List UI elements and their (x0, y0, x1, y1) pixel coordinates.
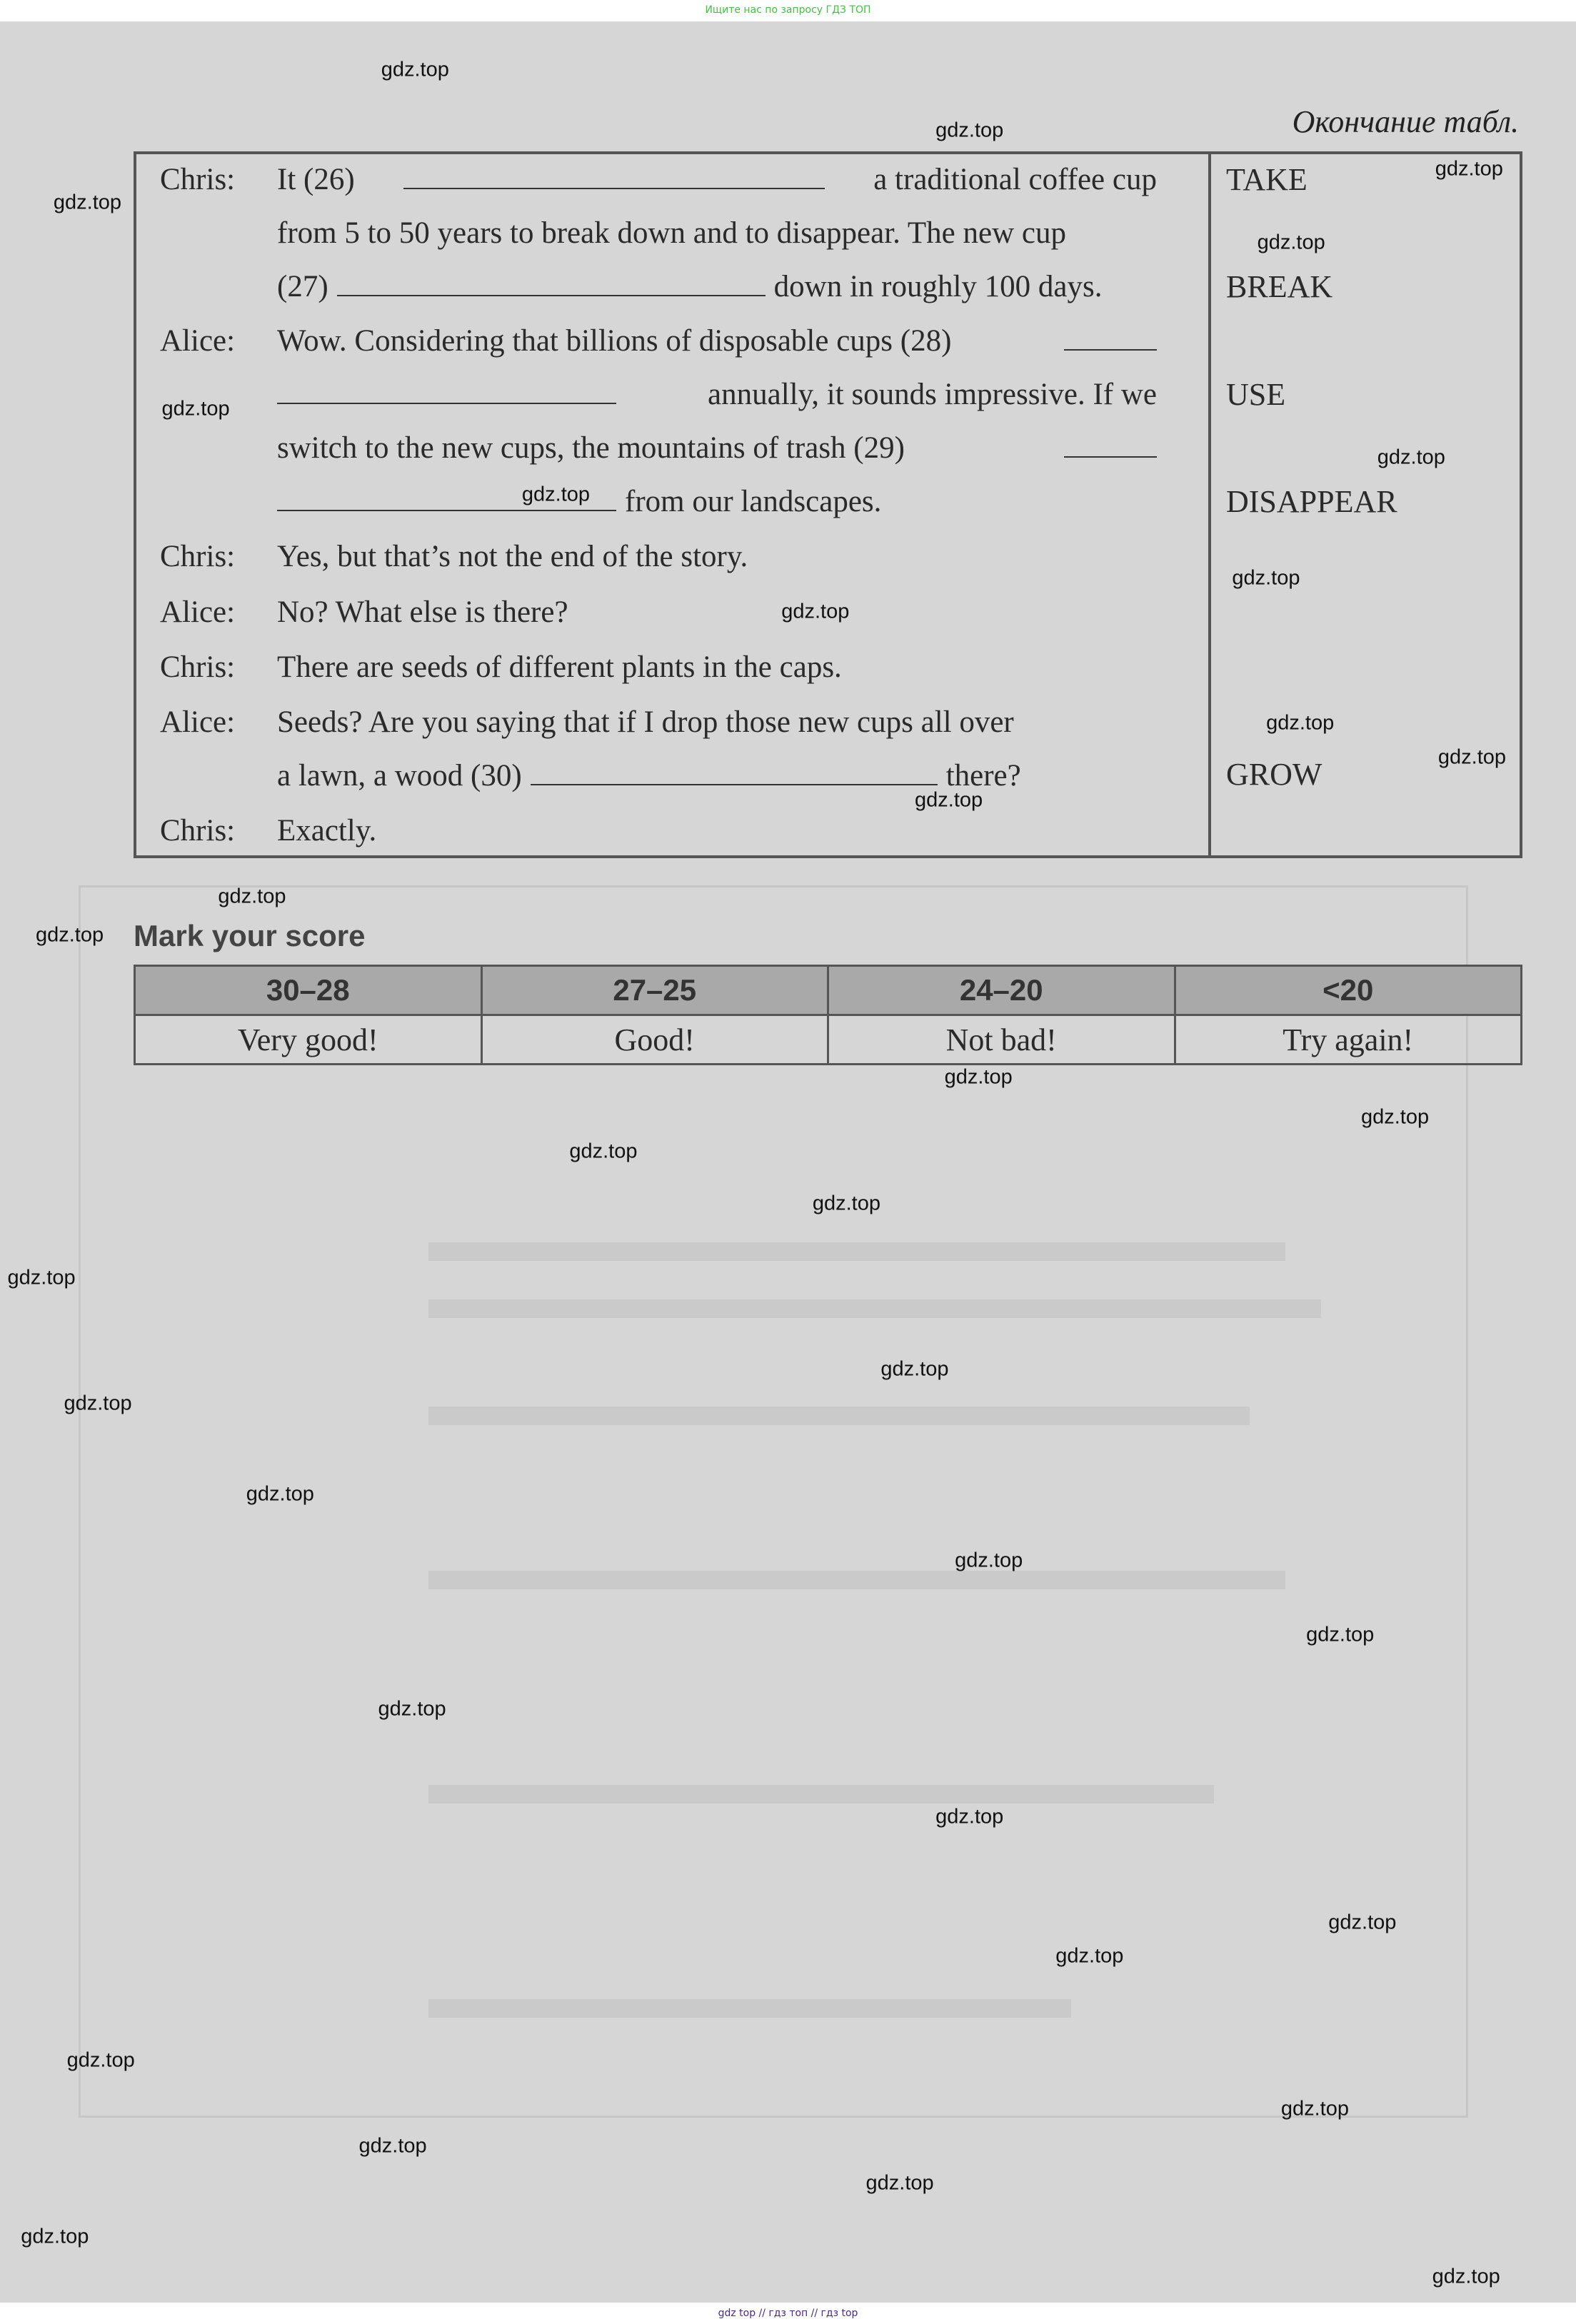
answer-word: GROW (1226, 757, 1322, 792)
speaker: Chris: (160, 650, 236, 684)
dialogue-line: Seeds? Are you saying that if I drop those new cups all over (277, 705, 1014, 739)
speaker: Alice: (160, 595, 236, 629)
dialogue-line: switch to the new cups, the mountains of trash (29) (277, 427, 1157, 470)
answer-word: TAKE (1226, 162, 1308, 197)
score-label: Not bad! (828, 1015, 1175, 1065)
bleed-through-line (428, 1299, 1321, 1318)
blank-30[interactable] (531, 755, 938, 785)
dialogue-line: There are seeds of different plants in the caps. (277, 650, 842, 684)
bleed-through-line (428, 1407, 1250, 1425)
dialogue-line: It (26) a traditional coffee cup (277, 159, 1157, 201)
bleed-through-line (428, 1785, 1214, 1804)
speaker: Chris: (160, 814, 236, 847)
watermark: gdz.top (21, 2225, 89, 2248)
answer-word: BREAK (1226, 269, 1333, 304)
watermark: gdz.top (521, 483, 591, 506)
watermark: gdz.top (1232, 566, 1300, 590)
watermark: gdz.top (1055, 1944, 1124, 1968)
top-banner: Ищите нас по запросу ГДЗ ТОП (0, 0, 1576, 21)
watermark: gdz.top (944, 1065, 1013, 1089)
watermark: gdz.top (935, 1805, 1004, 1828)
watermark: gdz.top (66, 2048, 135, 2072)
dialogue-line: No? What else is there? (277, 595, 568, 629)
speaker: Alice: (160, 705, 236, 739)
speaker: Chris: (160, 163, 236, 196)
dialogue-line: annually, it sounds impressive. If we (277, 373, 1157, 416)
score-range: 30–28 (135, 966, 482, 1015)
watermark: gdz.top (1257, 231, 1325, 254)
score-range: <20 (1175, 966, 1522, 1015)
watermark: gdz.top (1306, 1623, 1375, 1646)
speaker: Chris: (160, 540, 236, 573)
watermark: gdz.top (378, 1697, 446, 1721)
table-continuation-caption: Окончание табл. (1292, 104, 1519, 139)
watermark: gdz.top (246, 1482, 314, 1506)
watermark: gdz.top (569, 1140, 638, 1163)
watermark: gdz.top (381, 58, 449, 81)
bleed-through-line (428, 1571, 1285, 1589)
score-range: 27–25 (481, 966, 828, 1015)
bleed-through-line (428, 1242, 1285, 1261)
dialogue-line: from our landscapes. (277, 481, 1157, 523)
blank-28[interactable] (1064, 321, 1157, 351)
blank-28-cont[interactable] (277, 374, 616, 404)
score-label: Very good! (135, 1015, 482, 1065)
dialogue-line: Exactly. (277, 814, 377, 847)
watermark: gdz.top (1435, 157, 1503, 181)
watermark: gdz.top (218, 885, 286, 908)
score-title: Mark your score (134, 919, 366, 952)
watermark: gdz.top (812, 1192, 880, 1215)
dialogue-line: Yes, but that’s not the end of the story. (277, 540, 748, 573)
answer-word: USE (1226, 377, 1286, 412)
watermark: gdz.top (35, 923, 104, 947)
watermark: gdz.top (1266, 711, 1335, 735)
watermark: gdz.top (161, 397, 230, 421)
watermark: gdz.top (7, 1266, 76, 1289)
watermark: gdz.top (880, 1357, 949, 1381)
score-label: Try again! (1175, 1015, 1522, 1065)
watermark: gdz.top (865, 2171, 934, 2195)
watermark: gdz.top (781, 600, 850, 623)
watermark: gdz.top (1377, 446, 1445, 469)
bleed-through-line (428, 1999, 1071, 2018)
watermark: gdz.top (64, 1392, 132, 1415)
speaker: Alice: (160, 324, 236, 358)
blank-27[interactable] (337, 266, 766, 296)
watermark: gdz.top (915, 788, 983, 812)
watermark: gdz.top (1280, 2097, 1349, 2121)
watermark: gdz.top (1432, 2265, 1500, 2288)
column-divider (1208, 151, 1211, 858)
blank-26[interactable] (403, 159, 825, 189)
watermark: gdz.top (53, 191, 122, 214)
watermark: gdz.top (935, 119, 1004, 142)
score-range: 24–20 (828, 966, 1175, 1015)
watermark: gdz.top (1437, 745, 1507, 769)
answer-word: DISAPPEAR (1226, 484, 1397, 519)
dialogue-line: Wow. Considering that billions of disposable cups (28) (277, 320, 1157, 363)
watermark: gdz.top (955, 1549, 1023, 1572)
watermark: gdz.top (1328, 1911, 1397, 1934)
watermark: gdz.top (358, 2134, 427, 2158)
dialogue-line: (27) down in roughly 100 days. (277, 266, 1157, 308)
dialogue-line: from 5 to 50 years to break down and to disappear. The new cup (277, 216, 1066, 250)
watermark: gdz.top (1360, 1105, 1430, 1129)
score-table (134, 965, 1522, 1065)
score-label: Good! (481, 1015, 828, 1065)
blank-29[interactable] (1064, 428, 1157, 458)
dialogue-line: a lawn, a wood (30) there? (277, 755, 1157, 798)
bottom-banner: gdz top // гдз топ // гдз top (0, 2303, 1576, 2324)
